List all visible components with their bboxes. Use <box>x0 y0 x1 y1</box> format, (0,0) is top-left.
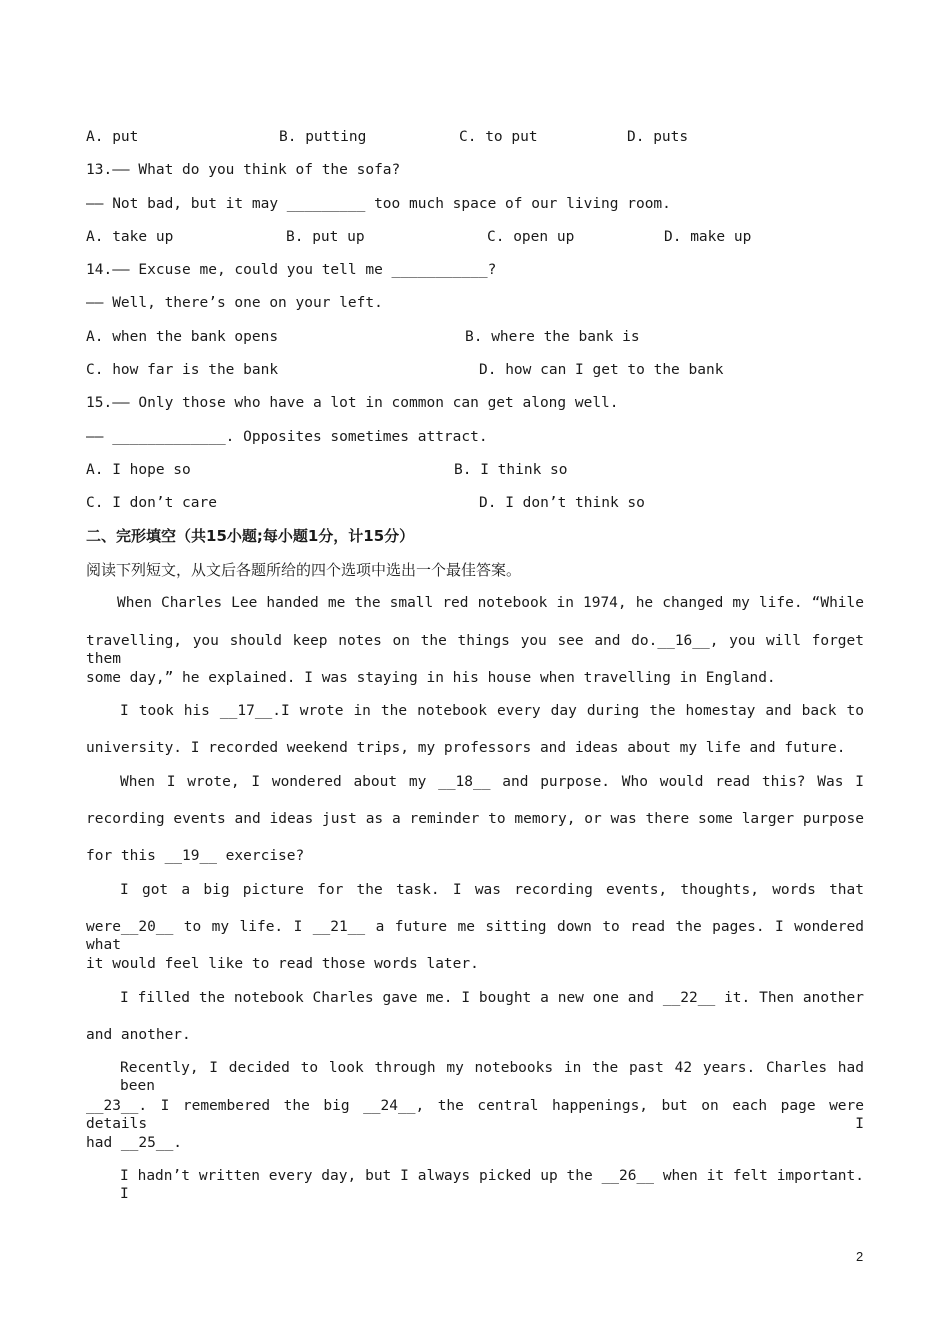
option-b: B. where the bank is <box>465 329 640 345</box>
option-c: C. open up <box>487 229 575 245</box>
question-text: 13.—— What do you think of the sofa? <box>86 162 401 178</box>
passage-line: I hadn’t written every day, but I always picked up the __26__ when it felt important. I <box>120 1168 864 1202</box>
passage-line: for this __19__ exercise? <box>86 848 305 864</box>
passage-line: __23__. I remembered the big __24__, the central happenings, but on each page were details I <box>86 1098 864 1132</box>
passage-line: had __25__. <box>86 1135 183 1151</box>
option-a: A. put <box>86 129 139 145</box>
passage-line: recording events and ideas just as a reminder to memory, or was there some larger purpose <box>86 811 864 827</box>
option-a: A. take up <box>86 229 174 245</box>
passage-line: it would feel like to read those words later. <box>86 956 479 972</box>
passage-line: university. I recorded weekend trips, my professors and ideas about my life and future. <box>86 740 846 756</box>
passage-line: were__20__ to my life. I __21__ a future me sitting down to read the pages. I wondered what <box>86 919 864 953</box>
passage-line: I got a big picture for the task. I was recording events, thoughts, words that <box>120 882 864 898</box>
passage-line: and another. <box>86 1027 191 1043</box>
option-c: C. I don’t care <box>86 495 217 511</box>
passage-line: travelling, you should keep notes on the things you see and do.__16__, you will forget them <box>86 633 864 667</box>
question-text: 14.—— Excuse me, could you tell me ___________? <box>86 262 497 278</box>
option-a: A. when the bank opens <box>86 329 279 345</box>
option-d: D. puts <box>627 129 689 145</box>
option-b: B. I think so <box>454 462 568 478</box>
response-text: —— _____________. Opposites sometimes attract. <box>86 429 488 445</box>
option-d: D. how can I get to the bank <box>479 362 724 378</box>
passage-line: I took his __17__.I wrote in the notebook every day during the homestay and back to <box>120 703 864 719</box>
option-c: C. to put <box>459 129 538 145</box>
passage-line: When Charles Lee handed me the small red notebook in 1974, he changed my life. “While <box>117 595 864 611</box>
option-c: C. how far is the bank <box>86 362 279 378</box>
option-a: A. I hope so <box>86 462 191 478</box>
response-text: —— Well, there’s one on your left. <box>86 295 383 311</box>
passage-line: Recently, I decided to look through my notebooks in the past 42 years. Charles had been <box>120 1060 864 1094</box>
response-text: —— Not bad, but it may _________ too much space of our living room. <box>86 196 671 212</box>
passage-line: some day,” he explained. I was staying in his house when travelling in England. <box>86 670 776 686</box>
option-b: B. put up <box>286 229 365 245</box>
passage-line: I filled the notebook Charles gave me. I bought a new one and __22__ it. Then another <box>120 990 864 1006</box>
passage-line: When I wrote, I wondered about my __18__ and purpose. Who would read this? Was I <box>120 774 864 790</box>
option-d: D. I don’t think so <box>479 495 645 511</box>
section-instruction: 阅读下列短文，从文后各题所给的四个选项中选出一个最佳答案。 <box>86 561 522 579</box>
question-text: 15.—— Only those who have a lot in common can get along well. <box>86 395 619 411</box>
page-number: 2 <box>856 1249 864 1264</box>
option-d: D. make up <box>664 229 752 245</box>
option-b: B. putting <box>279 129 367 145</box>
section-title: 二、完形填空（共15小题;每小题1分，计15分） <box>86 527 415 545</box>
